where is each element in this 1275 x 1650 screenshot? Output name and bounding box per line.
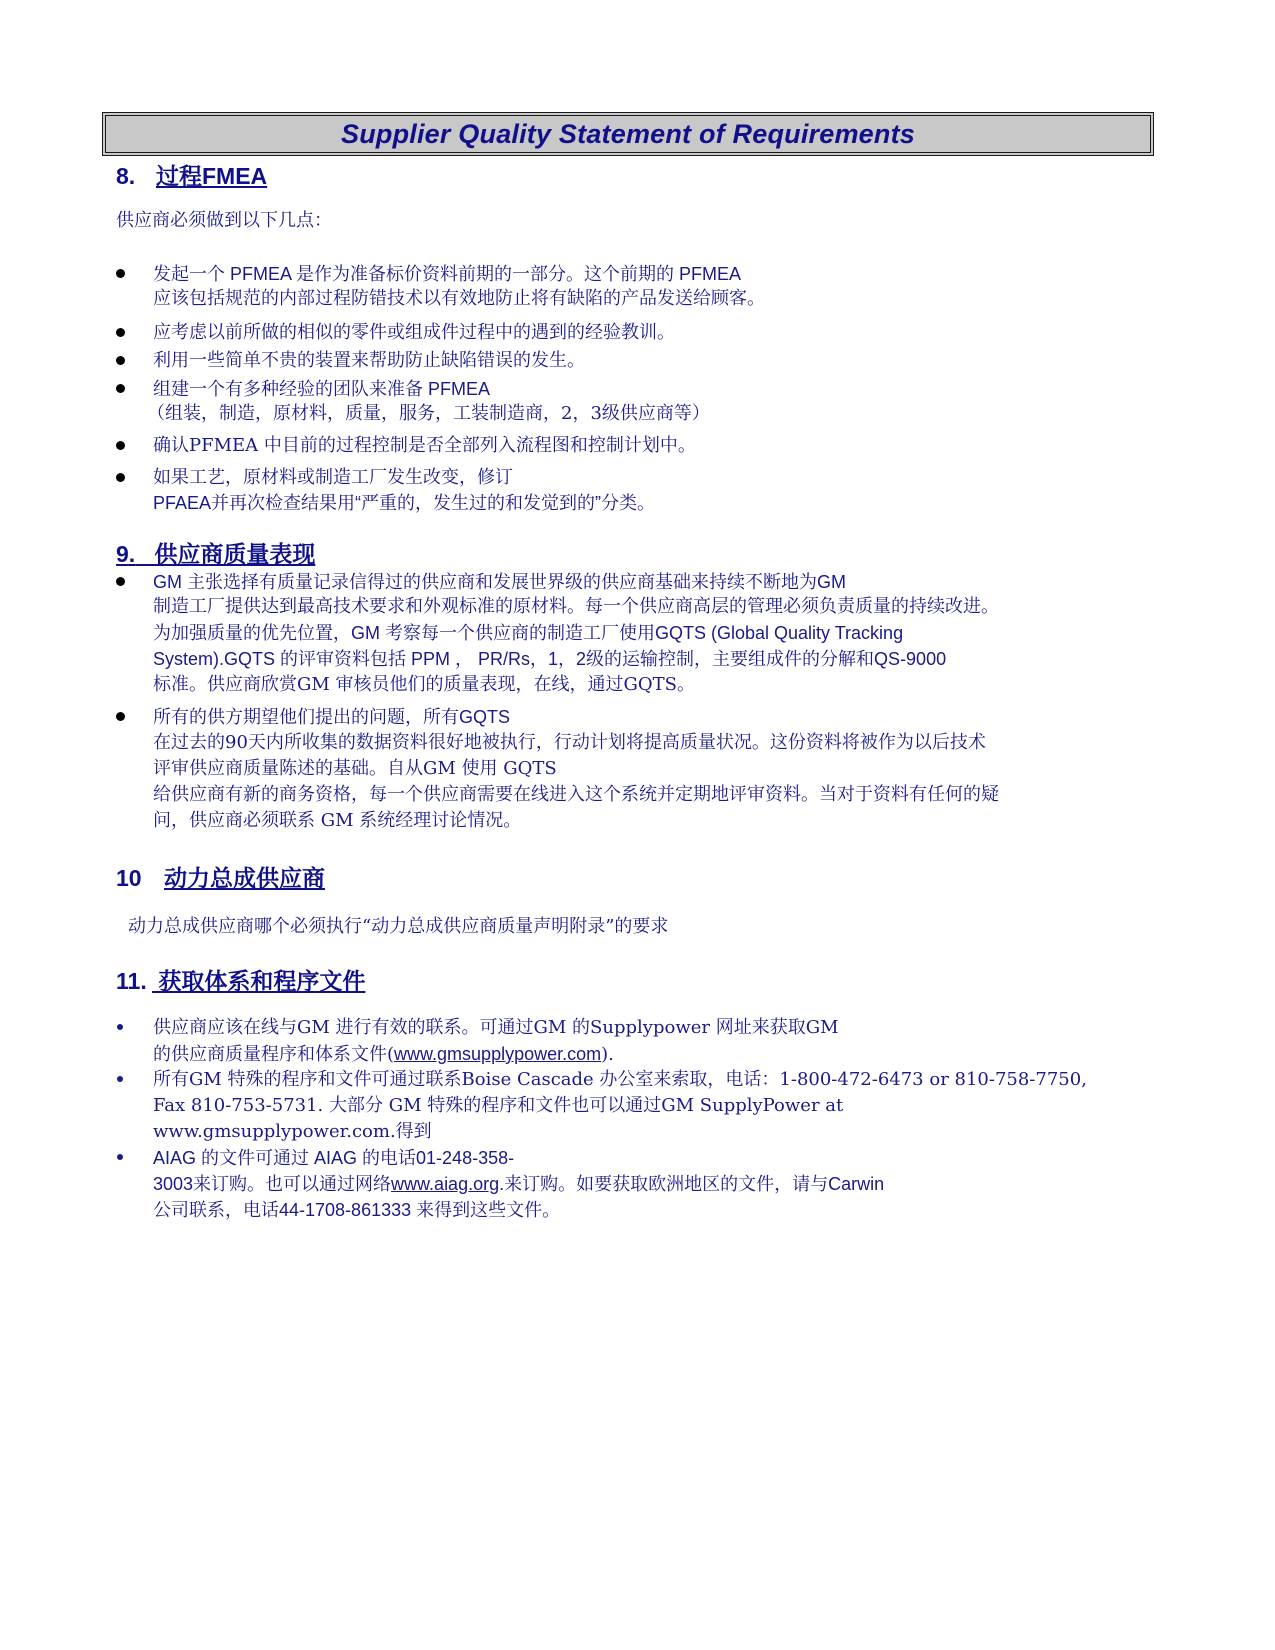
s9-item-2-line-5: 问，供应商必须联系 GM 系统经理讨论情况。 bbox=[153, 810, 522, 831]
s11-item-3-line-3: 公司联系，电话44-1708-861333 来得到这些文件。 bbox=[153, 1200, 561, 1220]
s8-item-3: 利用一些简单不贵的装置来帮助防止缺陷错误的发生。 bbox=[153, 350, 585, 371]
gmsupplypower-link[interactable]: www.gmsupplypower.com bbox=[394, 1044, 602, 1064]
s11-item-2-line-3: www.gmsupplypower.com.得到 bbox=[153, 1121, 432, 1142]
section-10-heading bbox=[116, 860, 325, 893]
s9-item-2-line-3: 评审供应商质量陈述的基础。自从GM 使用 GQTS bbox=[153, 758, 557, 779]
bullet-icon bbox=[116, 577, 125, 586]
bullet-icon bbox=[116, 356, 125, 365]
s8-item-2: 应考虑以前所做的相似的零件或组成件过程中的遇到的经验教训。 bbox=[153, 322, 675, 343]
section-8-heading bbox=[116, 158, 267, 191]
s11-item-3-line-2 bbox=[153, 1171, 884, 1197]
s11-item-1-line-1: 供应商应该在线与GM 进行有效的联系。可通过GM 的Supplypower 网址来获取GM bbox=[153, 1017, 839, 1038]
bullet-icon bbox=[117, 1076, 123, 1082]
section-11-number: 11. bbox=[116, 968, 147, 994]
section-8-intro: 供应商必须做到以下几点： bbox=[116, 210, 332, 231]
bullet-icon bbox=[116, 712, 125, 721]
s11-item-1-text: 的供应商质量程序和体系文件( bbox=[153, 1044, 395, 1065]
s9-item-1-line-3: 为加强质量的优先位置，GM 考察每一个供应商的制造工厂使用GQTS (Global Quality Tracking bbox=[153, 623, 904, 643]
s11-item-1-line-2 bbox=[153, 1041, 614, 1068]
s11-item-3-tail: .来订购。如要获取欧洲地区的文件，请与Carwin bbox=[499, 1174, 885, 1194]
section-11-heading bbox=[116, 963, 365, 996]
s8-item-6-line-1: 如果工艺，原材料或制造工厂发生改变，修订 bbox=[153, 467, 513, 488]
s9-item-2-line-4: 给供应商有新的商务资格，每一个供应商需要在线进入这个系统并定期地评审资料。当对于资料有任何的疑 bbox=[153, 784, 999, 805]
section-9-number: 9. bbox=[116, 541, 136, 567]
bullet-icon bbox=[116, 328, 125, 337]
s9-item-1-line-5: 标准。供应商欣赏GM 审核员他们的质量表现，在线，通过GQTS。 bbox=[153, 674, 696, 695]
section-8-title: 过程FMEA bbox=[156, 163, 268, 189]
s11-item-2-line-1: 所有GM 特殊的程序和文件可通过联系Boise Cascade 办公室来索取，电话：1-800-472-6473 or 810-758-7750, bbox=[153, 1069, 1087, 1090]
s11-item-2-line-2: Fax 810-753-5731. 大部分 GM 特殊的程序和文件也可以通过GM SupplyPower at bbox=[153, 1095, 844, 1116]
section-8-number: 8. bbox=[116, 163, 136, 189]
bullet-icon bbox=[117, 1154, 123, 1160]
s8-item-4-line-1: 组建一个有多种经验的团队来准备 PFMEA bbox=[153, 379, 491, 399]
bullet-icon bbox=[117, 1024, 123, 1030]
s11-item-3-text: 3003来订购。也可以通过网络 bbox=[153, 1174, 392, 1194]
s8-item-1-line-1: 发起一个 PFMEA 是作为准备标价资料前期的一部分。这个前期的 PFMEA bbox=[153, 264, 742, 284]
s8-item-6-line-2: PFAEA并再次检查结果用“严重的，发生过的和发觉到的”分类。 bbox=[153, 493, 656, 513]
s11-item-3-line-1: AIAG 的文件可通过 AIAG 的电话01-248-358- bbox=[153, 1148, 515, 1168]
bullet-icon bbox=[116, 269, 125, 278]
section-10-number: 10 bbox=[116, 865, 142, 891]
s9-item-2-line-2: 在过去的90天内所收集的数据资料很好地被执行，行动计划将提高质量状况。这份资料将被作为以后技术 bbox=[153, 732, 986, 753]
bullet-icon bbox=[116, 384, 125, 393]
s11-item-1-tail: ). bbox=[601, 1044, 614, 1065]
s8-item-5: 确认PFMEA 中目前的过程控制是否全部列入流程图和控制计划中。 bbox=[153, 435, 696, 456]
s9-item-2-line-1: 所有的供方期望他们提出的问题，所有GQTS bbox=[153, 707, 511, 727]
section-10-title: 动力总成供应商 bbox=[164, 865, 325, 891]
document-banner bbox=[102, 112, 1154, 156]
bullet-icon bbox=[116, 473, 125, 482]
section-9-heading bbox=[116, 536, 315, 569]
banner-title: Supplier Quality Statement of Requirements bbox=[340, 118, 915, 149]
section-9-title: 供应商质量表现 bbox=[154, 541, 316, 567]
s9-item-1-line-2: 制造工厂提供达到最高技术要求和外观标准的原材料。每一个供应商高层的管理必须负责质量的持续改进。 bbox=[153, 596, 999, 617]
s9-item-1-line-1: GM 主张选择有质量记录信得过的供应商和发展世界级的供应商基础来持续不断地为GM bbox=[153, 572, 846, 592]
section-11-title: 获取体系和程序文件 bbox=[152, 968, 366, 994]
section-10-text: 动力总成供应商哪个必须执行“动力总成供应商质量声明附录”的要求 bbox=[128, 916, 669, 937]
s8-item-1-line-2: 应该包括规范的内部过程防错技术以有效地防止将有缺陷的产品发送给顾客。 bbox=[153, 288, 765, 309]
s8-item-4-line-2: （组装，制造，原材料，质量，服务，工装制造商，2，3级供应商等） bbox=[147, 403, 710, 424]
aiag-link[interactable]: www.aiag.org bbox=[391, 1174, 500, 1194]
s9-item-1-line-4: System).GQTS 的评审资料包括 PPM ， PR/Rs，1，2级的运输控制，主要组成件的分解和QS-9000 bbox=[153, 649, 947, 669]
bullet-icon bbox=[116, 441, 125, 450]
